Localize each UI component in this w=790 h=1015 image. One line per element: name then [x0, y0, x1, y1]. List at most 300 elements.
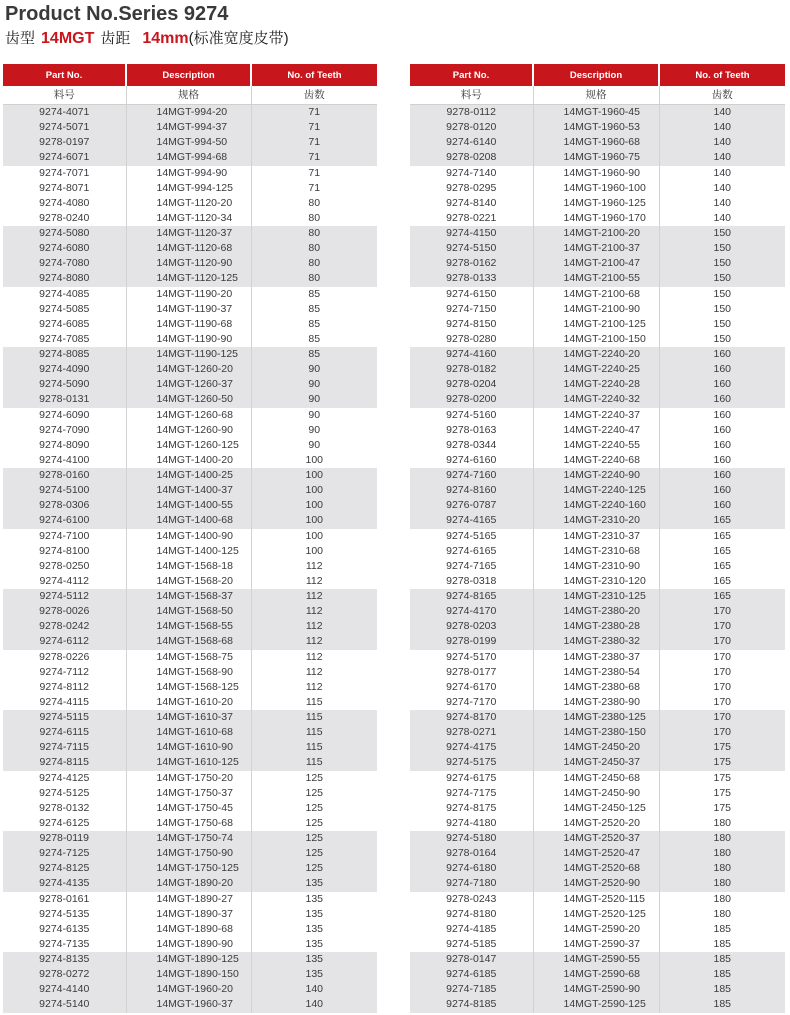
description-cell: 14MGT-1960-37 [126, 997, 251, 1012]
part-number-cell: 9274-4185 [446, 922, 497, 935]
teeth-count-cell: 115 [251, 755, 377, 770]
description-cell: 14MGT-1960-170 [533, 211, 659, 226]
table-row [3, 997, 377, 1012]
table-row [3, 786, 377, 801]
table-row [410, 332, 785, 347]
column-subheader-description: 规格 [126, 86, 251, 105]
teeth-count-cell: 170 [659, 619, 785, 634]
part-number-cell: 9274-4100 [39, 453, 90, 466]
table-row [3, 211, 377, 226]
teeth-count-cell: 125 [251, 861, 377, 876]
table-row [3, 680, 377, 695]
description-cell: 14MGT-1190-90 [126, 332, 251, 347]
description-cell: 14MGT-2100-47 [533, 256, 659, 271]
table-row [410, 453, 785, 468]
part-number-cell: 9274-8112 [39, 680, 89, 693]
teeth-count-cell: 165 [659, 574, 785, 589]
description-cell: 14MGT-1750-125 [126, 861, 251, 876]
teeth-count-cell: 180 [659, 876, 785, 891]
description-cell: 14MGT-994-20 [126, 105, 251, 121]
teeth-count-cell: 180 [659, 892, 785, 907]
table-row [410, 423, 785, 438]
description-cell: 14MGT-1190-68 [126, 317, 251, 332]
part-number-cell: 9274-8125 [3, 861, 126, 876]
part-number-cell: 9278-0295 [446, 181, 497, 194]
teeth-count-cell: 100 [251, 544, 377, 559]
part-number-cell: 9274-4170 [410, 604, 533, 619]
description-cell: 14MGT-1610-20 [126, 695, 251, 710]
teeth-count-cell: 175 [659, 740, 785, 755]
table-row [410, 544, 785, 559]
teeth-count-cell: 140 [251, 997, 377, 1012]
description-cell: 14MGT-1960-45 [533, 105, 659, 121]
description-cell: 14MGT-1400-20 [126, 453, 251, 468]
part-number-cell: 9274-8100 [39, 544, 90, 557]
table-subheader-row [3, 86, 377, 105]
teeth-count-cell: 90 [251, 362, 377, 377]
description-cell: 14MGT-2100-125 [533, 317, 659, 332]
teeth-count-cell: 80 [251, 271, 377, 286]
description-cell: 14MGT-1568-50 [126, 604, 251, 619]
teeth-count-cell: 71 [251, 150, 377, 165]
column-subheader-teeth: 齿数 [251, 86, 377, 105]
teeth-count-cell: 165 [659, 529, 785, 544]
description-cell: 14MGT-2100-20 [533, 226, 659, 241]
table-row [3, 135, 377, 150]
part-number-cell: 9274-5125 [39, 786, 90, 799]
table-row [410, 226, 785, 241]
part-number-cell: 9278-0160 [3, 468, 126, 483]
teeth-count-cell: 80 [251, 256, 377, 271]
teeth-count-cell: 180 [659, 861, 785, 876]
part-number-cell: 9274-7090 [39, 423, 90, 436]
part-number-cell: 9274-5115 [3, 710, 126, 725]
part-number-cell: 9274-7112 [39, 665, 89, 678]
part-number-cell: 9274-7180 [410, 876, 533, 891]
part-number-cell: 9274-8170 [410, 710, 533, 725]
teeth-count-cell: 160 [659, 498, 785, 513]
description-cell: 14MGT-1120-68 [126, 241, 251, 256]
part-number-cell: 9274-5140 [3, 997, 126, 1012]
part-number-cell: 9274-6115 [3, 725, 126, 740]
part-number-cell: 9278-0250 [39, 559, 90, 572]
table-row [410, 755, 785, 770]
part-number-cell: 9274-7071 [39, 166, 90, 179]
description-cell: 14MGT-2590-68 [533, 967, 659, 982]
teeth-count-cell: 90 [251, 392, 377, 407]
part-number-cell: 9274-4150 [410, 226, 533, 241]
description-cell: 14MGT-994-125 [126, 181, 251, 196]
teeth-count-cell: 112 [251, 589, 377, 604]
part-number-cell: 9274-5170 [446, 650, 497, 663]
table-row [3, 801, 377, 816]
description-cell: 14MGT-2450-125 [533, 801, 659, 816]
teeth-count-cell: 71 [251, 166, 377, 181]
teeth-count-cell: 170 [659, 634, 785, 649]
table-row [3, 150, 377, 165]
table-row [3, 120, 377, 135]
part-number-cell: 9274-7125 [3, 846, 126, 861]
part-number-cell: 9274-6150 [446, 287, 497, 300]
description-cell: 14MGT-2240-37 [533, 408, 659, 423]
teeth-count-cell: 160 [659, 483, 785, 498]
table-row [3, 392, 377, 407]
part-number-cell: 9274-5165 [446, 529, 497, 542]
table-row [410, 120, 785, 135]
teeth-count-cell: 112 [251, 604, 377, 619]
description-cell: 14MGT-1120-37 [126, 226, 251, 241]
teeth-count-cell: 185 [659, 967, 785, 982]
column-header-teeth: No. of Teeth [251, 64, 377, 86]
teeth-count-cell: 150 [659, 256, 785, 271]
table-row [410, 287, 785, 302]
part-number-cell: 9274-7085 [39, 332, 90, 345]
part-number-cell: 9278-0131 [3, 392, 126, 407]
description-cell: 14MGT-1260-68 [126, 408, 251, 423]
table-row [3, 453, 377, 468]
description-cell: 14MGT-1568-37 [126, 589, 251, 604]
description-cell: 14MGT-2590-90 [533, 982, 659, 997]
table-row [3, 710, 377, 725]
description-cell: 14MGT-1750-74 [126, 831, 251, 846]
table-row [3, 619, 377, 634]
teeth-count-cell: 112 [251, 680, 377, 695]
table-row [410, 982, 785, 997]
teeth-count-cell: 140 [659, 211, 785, 226]
description-cell: 14MGT-1568-20 [126, 574, 251, 589]
description-cell: 14MGT-2310-37 [533, 529, 659, 544]
table-row [3, 256, 377, 271]
part-number-cell: 9274-7185 [410, 982, 533, 997]
part-number-cell: 9274-4071 [3, 105, 126, 121]
teeth-count-cell: 175 [659, 771, 785, 786]
teeth-count-cell: 185 [659, 982, 785, 997]
teeth-count-cell: 135 [251, 967, 377, 982]
teeth-count-cell: 80 [251, 196, 377, 211]
description-cell: 14MGT-1120-125 [126, 271, 251, 286]
column-subheader-part-no: 料号 [410, 86, 533, 105]
teeth-count-cell: 85 [251, 332, 377, 347]
teeth-count-cell: 125 [251, 771, 377, 786]
table-row [410, 211, 785, 226]
table-row [3, 589, 377, 604]
description-cell: 14MGT-1890-20 [126, 876, 251, 891]
part-number-cell: 9274-5185 [446, 937, 497, 950]
teeth-count-cell: 160 [659, 392, 785, 407]
teeth-count-cell: 100 [251, 483, 377, 498]
part-number-cell: 9274-6125 [39, 816, 90, 829]
part-number-cell: 9274-5100 [3, 483, 126, 498]
table-row [3, 544, 377, 559]
teeth-count-cell: 71 [251, 105, 377, 121]
part-number-cell: 9278-0240 [39, 211, 90, 224]
teeth-count-cell: 100 [251, 453, 377, 468]
part-number-cell: 9278-0306 [3, 498, 126, 513]
table-row [3, 438, 377, 453]
description-cell: 14MGT-2240-25 [533, 362, 659, 377]
teeth-count-cell: 85 [251, 287, 377, 302]
description-cell: 14MGT-1890-68 [126, 922, 251, 937]
teeth-count-cell: 85 [251, 302, 377, 317]
teeth-count-cell: 135 [251, 937, 377, 952]
description-cell: 14MGT-1260-90 [126, 423, 251, 438]
column-header-teeth: No. of Teeth [659, 64, 785, 86]
description-cell: 14MGT-1960-100 [533, 181, 659, 196]
teeth-count-cell: 150 [659, 287, 785, 302]
part-number-cell: 9274-7140 [446, 166, 497, 179]
table-row [410, 650, 785, 665]
part-number-cell: 9274-5090 [3, 377, 126, 392]
table-row [3, 604, 377, 619]
table-row [410, 513, 785, 528]
teeth-count-cell: 160 [659, 423, 785, 438]
teeth-count-cell: 180 [659, 907, 785, 922]
description-cell: 14MGT-1120-20 [126, 196, 251, 211]
part-number-cell: 9274-7160 [410, 468, 533, 483]
teeth-count-cell: 165 [659, 589, 785, 604]
description-cell: 14MGT-1960-53 [533, 120, 659, 135]
teeth-count-cell: 180 [659, 831, 785, 846]
table-row [3, 287, 377, 302]
description-cell: 14MGT-1260-37 [126, 377, 251, 392]
part-number-cell: 9274-8140 [446, 196, 497, 209]
description-cell: 14MGT-2380-32 [533, 634, 659, 649]
part-number-cell: 9274-8080 [3, 271, 126, 286]
teeth-count-cell: 100 [251, 513, 377, 528]
table-row [3, 755, 377, 770]
description-cell: 14MGT-994-90 [126, 166, 251, 181]
part-number-cell: 9278-0162 [410, 256, 533, 271]
table-row [410, 725, 785, 740]
description-cell: 14MGT-1260-50 [126, 392, 251, 407]
description-cell: 14MGT-2100-150 [533, 332, 659, 347]
part-number-cell: 9278-0271 [410, 725, 533, 740]
description-cell: 14MGT-2520-47 [533, 846, 659, 861]
pitch-value: 14mm [142, 30, 189, 47]
table-row [3, 665, 377, 680]
description-cell: 14MGT-2520-125 [533, 907, 659, 922]
part-number-cell: 9274-4085 [39, 287, 90, 300]
description-cell: 14MGT-1568-125 [126, 680, 251, 695]
description-cell: 14MGT-1400-68 [126, 513, 251, 528]
part-number-cell: 9278-0164 [410, 846, 533, 861]
table-row [410, 150, 785, 165]
table-row [3, 362, 377, 377]
description-cell: 14MGT-2100-68 [533, 287, 659, 302]
part-number-cell: 9274-8090 [39, 438, 90, 451]
description-cell: 14MGT-1610-125 [126, 755, 251, 770]
parts-table-right [410, 64, 785, 1013]
description-cell: 14MGT-1190-125 [126, 347, 251, 362]
description-cell: 14MGT-2310-90 [533, 559, 659, 574]
part-number-cell: 9274-8150 [446, 317, 497, 330]
teeth-count-cell: 85 [251, 347, 377, 362]
teeth-count-cell: 115 [251, 725, 377, 740]
teeth-count-cell: 150 [659, 317, 785, 332]
part-number-cell: 9278-0112 [410, 105, 533, 121]
part-number-cell: 9274-8115 [3, 755, 126, 770]
part-number-cell: 9274-4115 [39, 695, 89, 708]
teeth-count-cell: 112 [251, 559, 377, 574]
part-number-cell: 9274-6080 [3, 241, 126, 256]
table-row [3, 967, 377, 982]
description-cell: 14MGT-1400-55 [126, 498, 251, 513]
table-row [410, 302, 785, 317]
teeth-count-cell: 140 [659, 135, 785, 150]
part-number-cell: 9274-7165 [446, 559, 497, 572]
table-row [3, 574, 377, 589]
column-header-description: Description [533, 64, 659, 86]
part-number-cell: 9278-0133 [410, 271, 533, 286]
table-subheader-row [410, 86, 785, 105]
description-cell: 14MGT-1960-20 [126, 982, 251, 997]
teeth-count-cell: 100 [251, 529, 377, 544]
part-number-cell: 9274-7115 [3, 740, 126, 755]
description-cell: 14MGT-1400-25 [126, 468, 251, 483]
part-number-cell: 9274-7100 [39, 529, 90, 542]
description-cell: 14MGT-2100-90 [533, 302, 659, 317]
teeth-count-cell: 185 [659, 922, 785, 937]
teeth-count-cell: 140 [659, 105, 785, 121]
table-row [3, 876, 377, 891]
table-row [3, 650, 377, 665]
part-number-cell: 9278-0203 [410, 619, 533, 634]
description-cell: 14MGT-1610-68 [126, 725, 251, 740]
description-cell: 14MGT-2240-32 [533, 392, 659, 407]
part-number-cell: 9278-0177 [446, 665, 497, 678]
table-row [3, 302, 377, 317]
teeth-count-cell: 135 [251, 876, 377, 891]
table-row [410, 619, 785, 634]
table-row [410, 937, 785, 952]
description-cell: 14MGT-2380-37 [533, 650, 659, 665]
description-cell: 14MGT-1890-27 [126, 892, 251, 907]
part-number-cell: 9274-7135 [39, 937, 90, 950]
part-number-cell: 9274-5085 [39, 302, 90, 315]
teeth-count-cell: 185 [659, 997, 785, 1012]
table-row [410, 362, 785, 377]
description-cell: 14MGT-1568-68 [126, 634, 251, 649]
table-row [3, 952, 377, 967]
teeth-count-cell: 170 [659, 695, 785, 710]
description-cell: 14MGT-2380-90 [533, 695, 659, 710]
table-row [3, 559, 377, 574]
teeth-count-cell: 135 [251, 952, 377, 967]
table-row [3, 377, 377, 392]
table-header-row [410, 64, 785, 86]
part-number-cell: 9274-8135 [3, 952, 126, 967]
part-number-cell: 9274-6140 [410, 135, 533, 150]
description-cell: 14MGT-1120-34 [126, 211, 251, 226]
part-number-cell: 9274-6175 [446, 771, 497, 784]
table-row [3, 181, 377, 196]
description-cell: 14MGT-2590-125 [533, 997, 659, 1012]
table-row [410, 105, 785, 121]
teeth-count-cell: 165 [659, 544, 785, 559]
part-number-cell: 9274-7170 [446, 695, 497, 708]
table-row [410, 408, 785, 423]
table-row [3, 725, 377, 740]
table-row [410, 967, 785, 982]
teeth-count-cell: 175 [659, 786, 785, 801]
description-cell: 14MGT-1890-150 [126, 967, 251, 982]
table-row [3, 907, 377, 922]
description-cell: 14MGT-1890-37 [126, 907, 251, 922]
table-row [3, 861, 377, 876]
description-cell: 14MGT-1750-20 [126, 771, 251, 786]
teeth-count-cell: 160 [659, 377, 785, 392]
table-row [3, 271, 377, 286]
part-number-cell: 9274-5080 [3, 226, 126, 241]
table-row [3, 196, 377, 211]
teeth-count-cell: 135 [251, 907, 377, 922]
table-row [410, 196, 785, 211]
description-cell: 14MGT-1960-68 [533, 135, 659, 150]
teeth-count-cell: 140 [659, 166, 785, 181]
description-cell: 14MGT-1750-90 [126, 846, 251, 861]
page-title: Product No.Series 9274 [5, 3, 229, 25]
table-row [410, 634, 785, 649]
description-cell: 14MGT-2380-54 [533, 665, 659, 680]
description-cell: 14MGT-2450-68 [533, 771, 659, 786]
teeth-count-cell: 180 [659, 816, 785, 831]
teeth-count-cell: 165 [659, 559, 785, 574]
table-row [410, 604, 785, 619]
table-row [410, 695, 785, 710]
teeth-count-cell: 170 [659, 665, 785, 680]
part-number-cell: 9276-0787 [410, 498, 533, 513]
part-number-cell: 9274-4180 [446, 816, 497, 829]
description-cell: 14MGT-1190-37 [126, 302, 251, 317]
table-row [410, 801, 785, 816]
description-cell: 14MGT-1610-90 [126, 740, 251, 755]
teeth-count-cell: 175 [659, 801, 785, 816]
description-cell: 14MGT-1400-125 [126, 544, 251, 559]
part-number-cell: 9274-6071 [3, 150, 126, 165]
teeth-count-cell: 85 [251, 317, 377, 332]
description-cell: 14MGT-1400-37 [126, 483, 251, 498]
description-cell: 14MGT-2590-55 [533, 952, 659, 967]
table-row [410, 317, 785, 332]
description-cell: 14MGT-2240-47 [533, 423, 659, 438]
part-number-cell: 9274-6112 [3, 634, 126, 649]
part-number-cell: 9274-5112 [3, 589, 126, 604]
part-number-cell: 9274-6180 [410, 861, 533, 876]
part-number-cell: 9274-4165 [410, 513, 533, 528]
table-row [410, 892, 785, 907]
column-header-part-no: Part No. [410, 64, 533, 86]
description-cell: 14MGT-2240-55 [533, 438, 659, 453]
description-cell: 14MGT-2380-150 [533, 725, 659, 740]
column-subheader-teeth: 齿数 [659, 86, 785, 105]
part-number-cell: 9274-4125 [39, 771, 90, 784]
part-number-cell: 9274-7175 [446, 786, 497, 799]
description-cell: 14MGT-1568-90 [126, 665, 251, 680]
description-cell: 14MGT-2240-160 [533, 498, 659, 513]
description-cell: 14MGT-2380-125 [533, 710, 659, 725]
teeth-count-cell: 170 [659, 725, 785, 740]
table-row [410, 831, 785, 846]
part-number-cell: 9274-4140 [3, 982, 126, 997]
part-number-cell: 9274-8180 [446, 907, 497, 920]
table-row [410, 438, 785, 453]
table-row [3, 634, 377, 649]
table-row [3, 423, 377, 438]
part-number-cell: 9274-5175 [410, 755, 533, 770]
description-cell: 14MGT-2240-28 [533, 377, 659, 392]
table-row [410, 922, 785, 937]
teeth-count-cell: 80 [251, 211, 377, 226]
